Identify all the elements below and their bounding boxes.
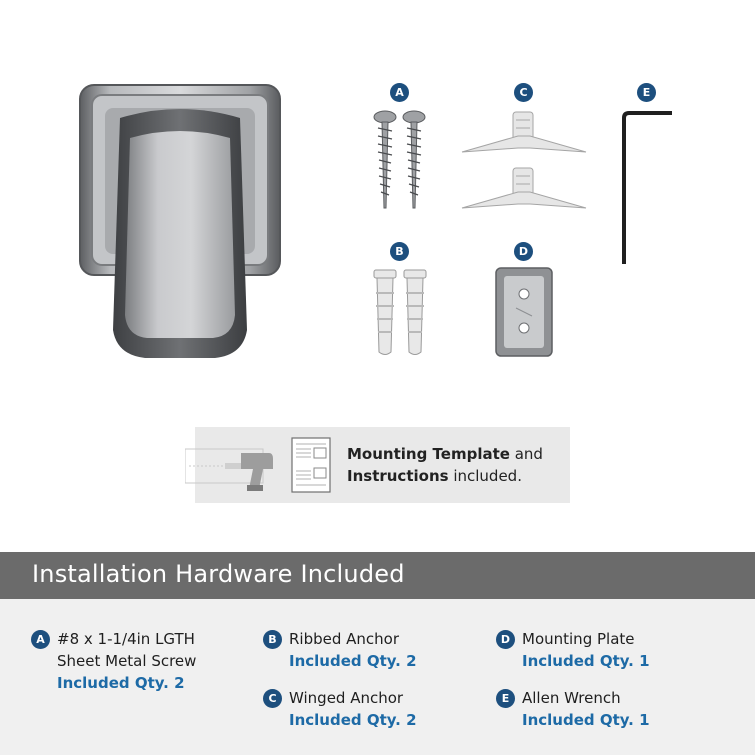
item-a-badge: A [31,630,50,649]
item-b-badge: B [263,630,282,649]
item-c-qty: Included Qty. 2 [289,711,417,729]
item-e-name: Allen Wrench [522,689,621,707]
ribbed-anchor-icon [368,268,433,358]
hardware-banner [0,552,755,599]
item-c-name: Winged Anchor [289,689,404,707]
part-c-badge: C [514,83,533,102]
instructions-document-icon [291,437,331,493]
item-a-name-line2: Sheet Metal Screw [57,652,197,670]
allen-wrench-icon [615,108,677,268]
mounting-plate-icon [494,266,554,358]
hardware-item-e [501,687,650,731]
template-text: and [509,445,543,463]
banner-title: Installation Hardware Included [32,560,405,588]
item-d-name: Mounting Plate [522,630,635,648]
sheet-metal-screw-icon [368,108,433,213]
template-bold: Mounting Template [347,445,510,463]
hardware-item-a [36,628,197,694]
instructions-bold: Instructions [347,467,449,485]
item-d-badge: D [496,630,515,649]
item-a-name-line1: #8 x 1-1/4in LGTH [57,630,195,648]
item-e-qty: Included Qty. 1 [522,711,650,729]
part-a-badge: A [390,83,409,102]
part-b-badge: B [390,242,409,261]
product-image [75,80,290,380]
item-c-badge: C [263,689,282,708]
part-e-badge: E [637,83,656,102]
item-d-qty: Included Qty. 1 [522,652,650,670]
part-d-badge: D [514,242,533,261]
instructions-text: included. [448,467,522,485]
winged-anchor-icon [458,108,590,218]
item-a-qty: Included Qty. 2 [57,674,185,692]
drill-icon [185,441,280,493]
hardware-item-b [268,628,417,672]
hardware-item-c [268,687,417,731]
hardware-item-d [500,628,650,672]
item-b-qty: Included Qty. 2 [289,652,417,670]
item-b-name: Ribbed Anchor [289,630,400,648]
item-e-badge: E [496,689,515,708]
template-instructions-note [347,443,562,487]
mounting-template-panel [195,427,570,503]
